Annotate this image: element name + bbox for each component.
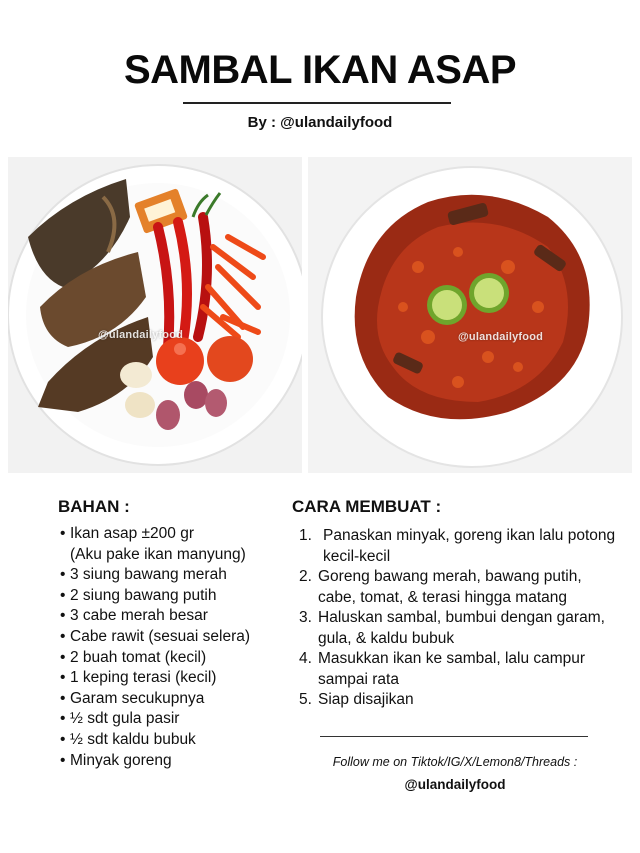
ingredients-list bbox=[60, 524, 290, 771]
follow-text: Follow me on Tiktok/IG/X/Lemon8/Threads : bbox=[332, 755, 578, 769]
ingredient-item: • Cabe rawit (sesuai selera) bbox=[60, 627, 251, 645]
steps-heading: CARA MEMBUAT : bbox=[292, 497, 442, 516]
social-handle: @ulandailyfood bbox=[404, 777, 506, 792]
sambal-plate-illustration bbox=[308, 157, 632, 473]
page-title: SAMBAL IKAN ASAP bbox=[123, 48, 517, 92]
photo-watermark: @ulandailyfood bbox=[98, 329, 184, 341]
title-divider bbox=[183, 102, 451, 104]
ingredient-item: • 3 cabe merah besar bbox=[60, 607, 208, 625]
step-item: 4. Masukkan ikan ke sambal, lalu campur sampai rata bbox=[299, 650, 586, 688]
ingredient-item: • Garam secukupnya bbox=[60, 689, 205, 707]
ingredient-item: • Ikan asap ±200 gr bbox=[60, 525, 194, 542]
ingredients-heading: BAHAN : bbox=[58, 497, 130, 516]
ingredient-item: • Minyak goreng bbox=[60, 751, 172, 769]
ingredient-item: • ½ sdt gula pasir bbox=[60, 710, 180, 728]
step-item: 1. Panaskan minyak, goreng ikan lalu potong kecil-kecil bbox=[299, 527, 616, 565]
ingredient-item: • 2 siung bawang putih bbox=[60, 586, 217, 604]
step-item: 2. Goreng bawang merah, bawang putih, cabe, tomat, & terasi hingga matang bbox=[299, 568, 582, 606]
ingredients-photo bbox=[8, 157, 302, 473]
ingredients-plate-illustration bbox=[8, 157, 302, 473]
photo-watermark: @ulandailyfood bbox=[458, 331, 544, 343]
step-item: 3. Haluskan sambal, bumbui dengan garam, gula, & kaldu bubuk bbox=[299, 609, 605, 647]
byline: By : @ulandailyfood bbox=[247, 114, 393, 131]
ingredient-note: (Aku pake ikan manyung) bbox=[70, 545, 246, 563]
ingredient-item: • 2 buah tomat (kecil) bbox=[60, 648, 207, 666]
ingredient-item: • 1 keping terasi (kecil) bbox=[60, 669, 217, 687]
steps-list bbox=[299, 526, 619, 711]
ingredient-item: • 3 siung bawang merah bbox=[60, 566, 227, 584]
step-item: 5. Siap disajikan bbox=[299, 691, 414, 708]
ingredient-item: • ½ sdt kaldu bubuk bbox=[60, 730, 196, 748]
footer-divider bbox=[320, 736, 588, 737]
dish-photo bbox=[308, 157, 632, 473]
